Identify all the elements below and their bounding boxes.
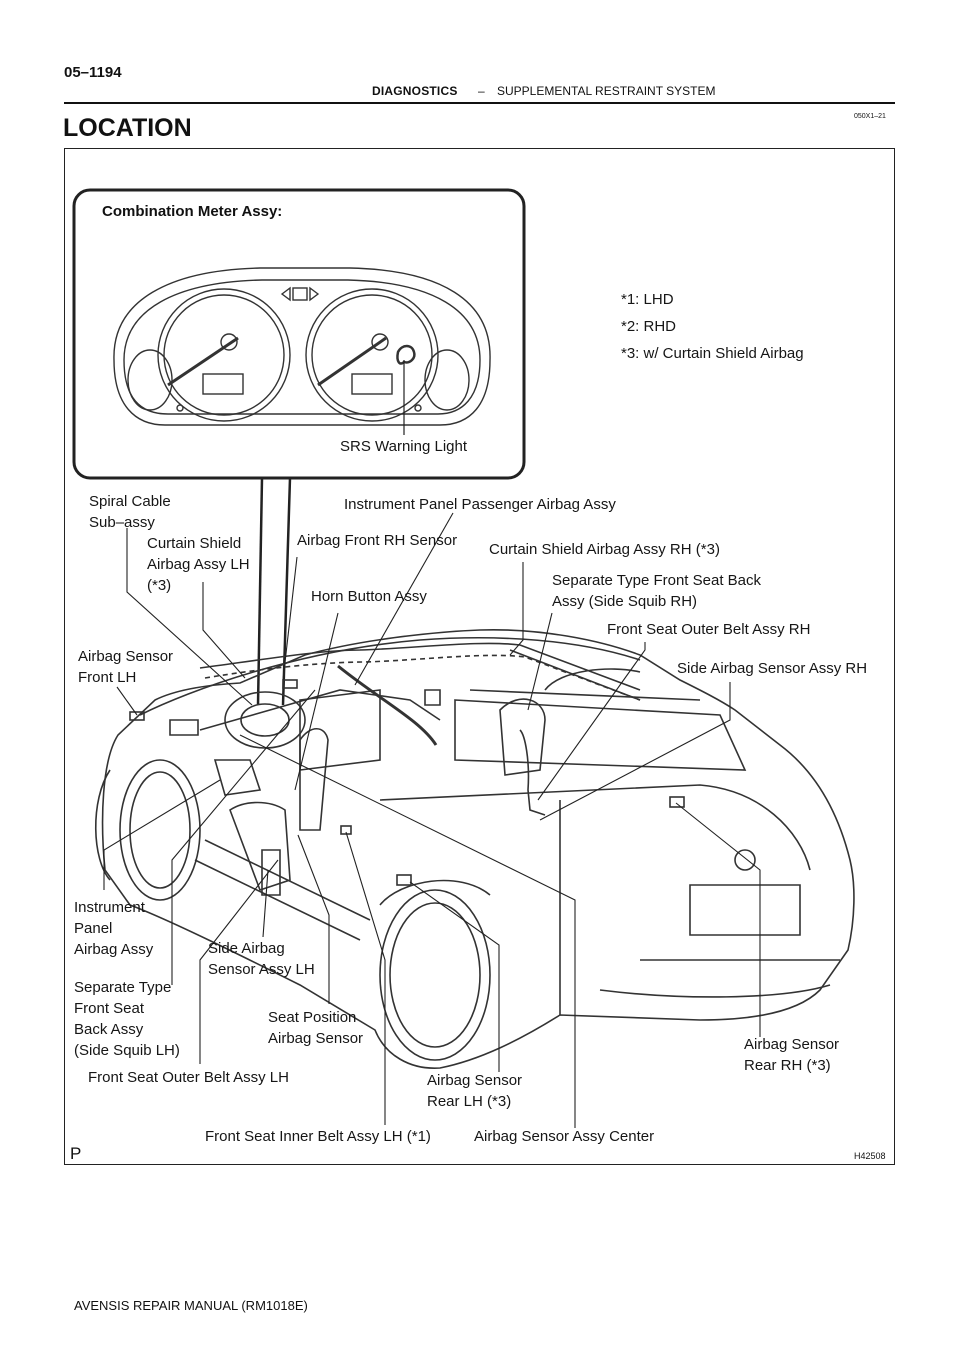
figure-id: H42508 xyxy=(854,1151,886,1161)
label-seat-back-lh: Separate Type Front Seat Back Assy (Side Squib LH) xyxy=(74,979,180,1059)
figure-mark: P xyxy=(70,1144,82,1163)
label-horn-button: Horn Button Assy xyxy=(311,588,427,605)
label-seat-back-rh: Separate Type Front Seat Back Assy (Side Squib RH) xyxy=(552,572,762,610)
vehicle-drawing xyxy=(96,630,854,1068)
inset-title: Combination Meter Assy: xyxy=(102,203,283,220)
label-curtain-shield-rh: Curtain Shield Airbag Assy RH (*3) xyxy=(489,541,720,558)
label-side-sensor-lh: Side Airbag Sensor Assy LH xyxy=(208,940,315,978)
doc-code: 050X1–21 xyxy=(854,113,886,120)
label-sensor-center: Airbag Sensor Assy Center xyxy=(474,1128,655,1145)
label-sensor-rear-lh: Airbag Sensor Rear LH (*3) xyxy=(427,1072,523,1110)
label-outer-belt-lh: Front Seat Outer Belt Assy LH xyxy=(88,1069,289,1086)
label-instrument-panel-airbag: Instrument Panel Airbag Assy xyxy=(74,899,154,958)
label-inner-belt-lh: Front Seat Inner Belt Assy LH (*1) xyxy=(205,1128,431,1145)
inset-box xyxy=(74,190,524,478)
page-number: 05–1194 xyxy=(64,64,122,81)
footer-manual-name: AVENSIS REPAIR MANUAL (RM1018E) xyxy=(74,1298,308,1313)
label-curtain-shield-lh: Curtain Shield Airbag Assy LH (*3) xyxy=(147,535,250,594)
label-airbag-sensor-front-lh: Airbag Sensor Front LH xyxy=(78,648,174,686)
label-srs-warning-light: SRS Warning Light xyxy=(340,438,468,455)
page-heading: LOCATION xyxy=(63,114,192,142)
note-curtain-shield: *3: w/ Curtain Shield Airbag xyxy=(621,345,804,362)
note-rhd: *2: RHD xyxy=(621,318,677,335)
note-lhd: *1: LHD xyxy=(621,291,674,308)
label-outer-belt-rh: Front Seat Outer Belt Assy RH xyxy=(607,621,811,638)
label-passenger-airbag: Instrument Panel Passenger Airbag Assy xyxy=(344,496,616,513)
header-dash: – xyxy=(478,84,485,98)
label-sensor-rear-rh: Airbag Sensor Rear RH (*3) xyxy=(744,1036,840,1074)
header-section: DIAGNOSTICS xyxy=(372,84,458,98)
label-airbag-front-rh-sensor: Airbag Front RH Sensor xyxy=(297,532,458,549)
combination-meter-drawing xyxy=(114,268,490,425)
header-subtitle: SUPPLEMENTAL RESTRAINT SYSTEM xyxy=(497,84,716,98)
label-spiral-cable: Spiral Cable Sub–assy xyxy=(89,493,171,531)
label-seat-position-sensor: Seat Position Airbag Sensor xyxy=(268,1009,364,1047)
label-side-sensor-rh: Side Airbag Sensor Assy RH xyxy=(677,660,868,677)
